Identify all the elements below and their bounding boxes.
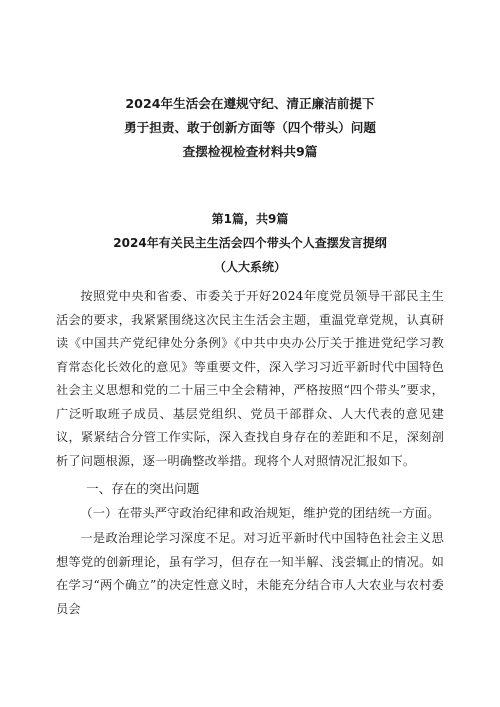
title-line-3: 查摆检视检查材料共9篇 [182, 144, 318, 159]
section-heading: 一、存在的突出问题 [86, 481, 200, 496]
subsection-heading: （一）在带头严守政治纪律和政治规矩，维护党的团结统一方面。 [80, 506, 440, 520]
document-title [0, 92, 500, 164]
part-label: 第1篇，共9篇 [211, 212, 289, 226]
title-line-2: 勇于担责、敢于创新方面等（四个带头）问题 [124, 120, 376, 135]
article-subtitle-note: （人大系统） [213, 260, 286, 274]
title-line-1: 2024年生活会在遵规守纪、清正廉洁前提下 [125, 96, 375, 111]
article-header [0, 207, 500, 279]
point-paragraph: 一是政治理论学习深度不足。对习近平新时代中国特色社会主义思想等党的创新理论，虽有学习，但存在一知半解、浅尝辄止的情况。如在学习“两个确立”的决定性意义时，未能充分结合市人大农业与农村委员会 [56, 531, 444, 616]
intro-paragraph: 按照党中央和省委、市委关于开好2024年度党员领导干部民主生活会的要求，我紧紧围绕这次民主生活会主题，重温党章党规，认真研读《中国共产党纪律处分条例》《中共中央办公厅关于推进党纪学习教育常态化长效化的意见》等重要文件，深入学习习近平新时代中国特色社会主义思想和党的二十届三中全会精神，严格按照“四个带头”要求，广泛听取班子成员、基层党组织、党员干部群众、人大代表的意见建议，紧紧结合分管工作实际，深入查找自身存在的差距和不足，深刻剖析了问题根源，逐一明确整改举措。现将个人对照情况汇报如下。 [56, 289, 444, 468]
article-subtitle: 2024年有关民主生活会四个带头个人查摆发言提纲 [113, 236, 387, 250]
